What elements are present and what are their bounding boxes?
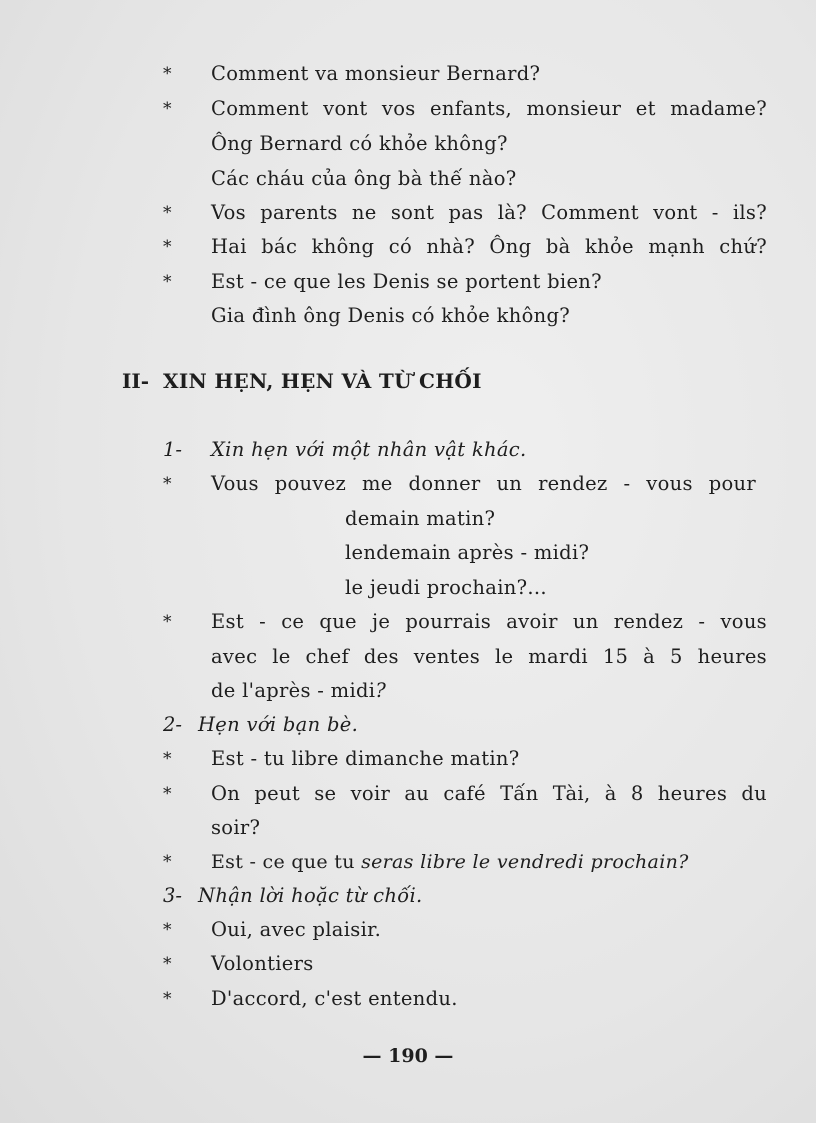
phrase-line: Volontiers bbox=[211, 952, 314, 975]
bullet: * bbox=[163, 474, 172, 494]
phrase-line: Est - tu libre dimanche matin? bbox=[211, 747, 520, 770]
bullet: * bbox=[163, 989, 172, 1009]
translation-line: Các cháu của ông bà thế nào? bbox=[211, 167, 517, 190]
phrase-line: Vous pouvez me donner un rendez - vous pour bbox=[211, 472, 756, 495]
question-mark: ? bbox=[375, 679, 387, 702]
section-title: XIN HẸN, HẸN VÀ TỪ CHỐI bbox=[163, 369, 482, 393]
bullet: * bbox=[163, 99, 172, 119]
subsection-title: Xin hẹn với một nhân vật khác. bbox=[211, 438, 527, 461]
subsection-title: Nhận lời hoặc từ chối. bbox=[198, 884, 423, 907]
bullet: * bbox=[163, 954, 172, 974]
phrase-line: avec le chef des ventes le mardi 15 à 5 heures bbox=[211, 645, 767, 668]
bullet: * bbox=[163, 64, 172, 84]
bullet: * bbox=[163, 749, 172, 769]
subsection-title: Hẹn với bạn bè. bbox=[198, 713, 359, 736]
bullet: * bbox=[163, 920, 172, 940]
subsection-number: 3- bbox=[163, 884, 182, 907]
phrase-text: de l'après - midi bbox=[211, 679, 376, 702]
translation-line: Hai bác không có nhà? Ông bà khỏe mạnh chứ? bbox=[211, 235, 767, 258]
phrase-line: Comment va monsieur Bernard? bbox=[211, 62, 541, 85]
phrase-text: Est - ce que tu bbox=[211, 851, 362, 873]
phrase-line bbox=[211, 850, 689, 874]
phrase-line: Oui, avec plaisir. bbox=[211, 918, 382, 941]
phrase-line: Vos parents ne sont pas là? Comment vont - ils? bbox=[211, 201, 767, 224]
bullet: * bbox=[163, 237, 172, 257]
section-number: II- bbox=[122, 369, 150, 393]
phrase-line: Est - ce que les Denis se portent bien? bbox=[211, 270, 602, 293]
option-line: lendemain après - midi? bbox=[345, 541, 590, 564]
bullet: * bbox=[163, 203, 172, 223]
translation-line: Ông Bernard có khỏe không? bbox=[211, 132, 508, 155]
translation-line: Gia đình ông Denis có khỏe không? bbox=[211, 304, 571, 327]
bullet: * bbox=[163, 852, 172, 872]
phrase-line: soir? bbox=[211, 816, 261, 839]
phrase-line bbox=[211, 679, 386, 703]
page-number: — 190 — bbox=[362, 1045, 454, 1067]
option-line: le jeudi prochain?... bbox=[345, 576, 547, 599]
phrase-line: Est - ce que je pourrais avoir un rendez - vous bbox=[211, 610, 767, 633]
bullet: * bbox=[163, 272, 172, 292]
phrase-line: Comment vont vos enfants, monsieur et madame? bbox=[211, 97, 767, 120]
subsection-number: 1- bbox=[163, 438, 182, 461]
phrase-italic: seras libre le vendredi prochain? bbox=[361, 851, 689, 873]
bullet: * bbox=[163, 784, 172, 804]
option-line: demain matin? bbox=[345, 507, 496, 530]
subsection-number: 2- bbox=[163, 713, 182, 736]
phrase-line: On peut se voir au café Tấn Tài, à 8 heures du bbox=[211, 782, 767, 805]
phrase-line: D'accord, c'est entendu. bbox=[211, 987, 458, 1010]
bullet: * bbox=[163, 612, 172, 632]
